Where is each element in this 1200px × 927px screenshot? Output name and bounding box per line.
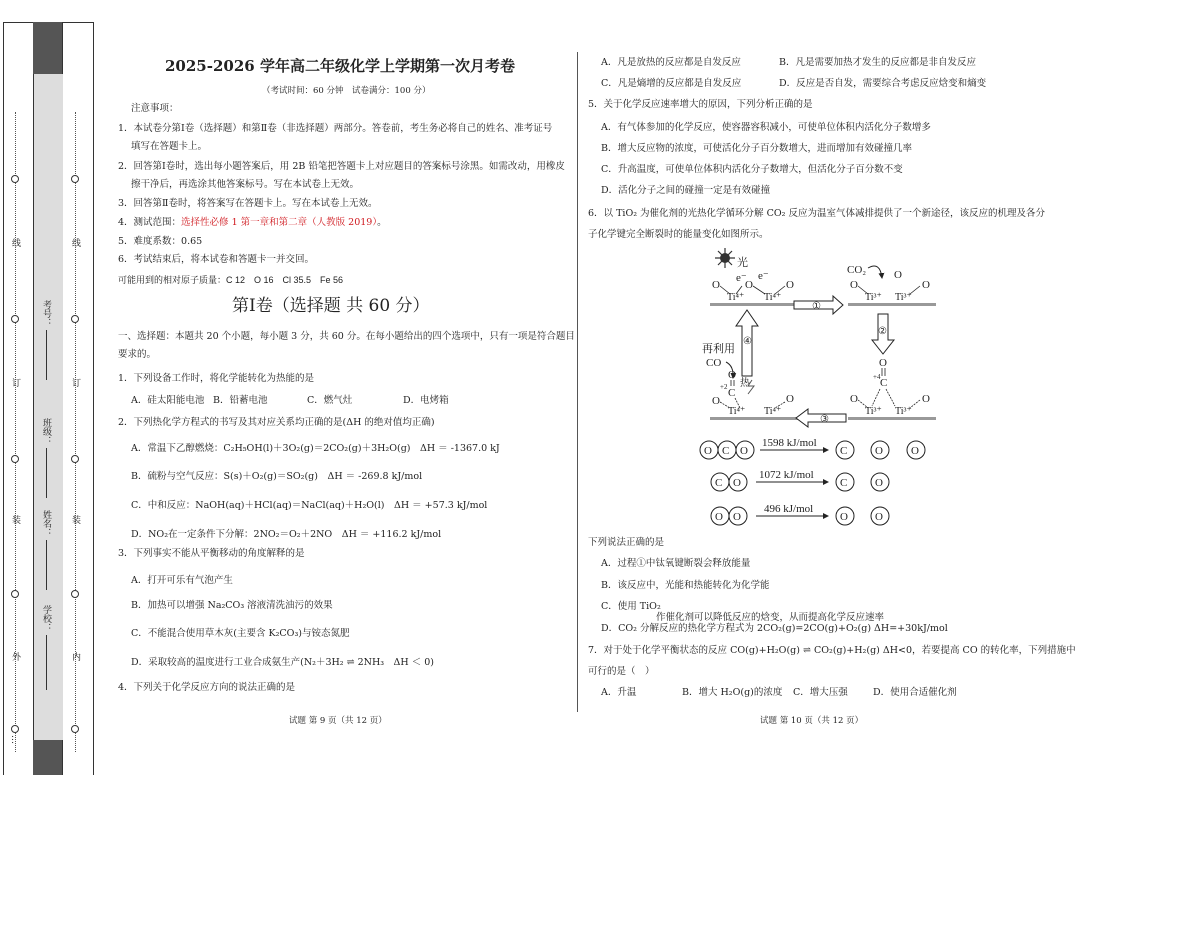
q2-option-c[interactable]: C．中和反应：NaOH(aq)＋HCl(aq)＝NaCl(aq)＋H₂O(l) ΔH ＝ +57.3 kJ/mol <box>131 500 488 511</box>
hole-circle <box>71 590 79 598</box>
carbon-ox-4: +4 <box>873 373 881 381</box>
hole-circle <box>11 315 19 323</box>
hole-circle <box>71 725 79 733</box>
atom-c: C <box>715 477 723 489</box>
q1-option-c[interactable]: C．燃气灶 <box>307 395 353 406</box>
q4-option-d[interactable]: D．反应是否自发，需要综合考虑反应焓变和熵变 <box>779 78 987 89</box>
electron-label-2: e⁻ <box>758 270 769 282</box>
carbon-ox-2: +2 <box>720 383 728 391</box>
sun-icon <box>715 248 735 268</box>
section-intro-1: 一、选择题：本题共 20 个小题，每小题 3 分，共 60 分。在每小题给出的四个选项中，只有一项是符合题目 <box>118 331 575 342</box>
margin-dark-block-bottom <box>33 740 62 775</box>
q4-option-a[interactable]: A．凡是放热的反应都是自发反应 <box>601 57 741 68</box>
atom-o: O <box>733 477 741 489</box>
energy-co: 1072 kJ/mol <box>759 469 814 481</box>
atom-o: O <box>875 445 883 457</box>
step-3-label: ③ <box>820 414 829 425</box>
hole-circle <box>11 455 19 463</box>
step-1-arrow <box>794 296 843 314</box>
question-7-line1: 7．对于处于化学平衡状态的反应 CO(g)+H₂O(g) ⇌ CO₂(g)+H₂(g) ΔH<0，若要提高 CO 的转化率，下列措施中 <box>588 645 1076 656</box>
question-2: 2．下列热化学方程式的书写及其对应关系均正确的是(ΔH 的绝对值均正确) <box>118 417 435 428</box>
question-7-line2: 可行的是（ ） <box>588 666 655 677</box>
ion-ti3: Ti³⁺ <box>895 292 912 303</box>
step-4-arrow <box>736 310 758 376</box>
atom-o: O <box>840 511 848 523</box>
step-4-label: ④ <box>743 336 752 347</box>
q6-option-c-part2[interactable]: 作催化剂可以降低反应的焓变，从而提高化学反应速率 <box>656 612 885 623</box>
atom-o: O <box>875 477 883 489</box>
exam-title: 2025-2026 学年高二年级化学上学期第一次月考卷 <box>165 57 515 75</box>
section-intro-2: 要求的。 <box>118 349 157 360</box>
hole-circle <box>11 725 19 733</box>
atom-o: O <box>786 279 794 291</box>
margin-word-xian-inner: 线 <box>70 238 80 247</box>
margin-word-zhuang-inner: 装 <box>70 515 80 524</box>
step-3-arrow <box>796 409 846 427</box>
q7-option-d[interactable]: D．使用合适催化剂 <box>873 687 957 698</box>
atom-o: O <box>922 279 930 291</box>
margin-border-left <box>3 22 4 775</box>
notice-4 <box>118 217 387 229</box>
q3-option-d[interactable]: D．采取较高的温度进行工业合成氨生产(N₂＋3H₂ ⇌ 2NH₃ ΔH ＜ 0) <box>131 657 434 668</box>
atom-c: C <box>840 445 848 457</box>
q5-option-b[interactable]: B．增大反应物的浓度，可使活化分子百分数增大，进而增加有效碰撞几率 <box>601 143 912 154</box>
q4-option-c[interactable]: C．凡是熵增的反应都是自发反应 <box>601 78 742 89</box>
step-2-arrow <box>872 314 894 354</box>
column-divider <box>577 52 578 712</box>
right-page-footer: 试题 第 10 页（共 12 页） <box>760 716 864 726</box>
notice-3: 3．回答第Ⅱ卷时，将答案写在答题卡上。写在本试卷上无效。 <box>118 198 378 209</box>
ion-ti3: Ti³⁺ <box>865 406 882 417</box>
energy-row-co <box>711 469 889 491</box>
electron-label-1: e⁻ <box>736 272 747 284</box>
atom-o: O <box>911 445 919 457</box>
field-blank-exam-number[interactable] <box>46 330 47 380</box>
q4-option-b[interactable]: B．凡是需要加热才发生的反应都是非自发反应 <box>779 57 976 68</box>
step-2-label: ② <box>878 326 887 337</box>
q6-option-a[interactable]: A．过程①中钛氧键断裂会释放能量 <box>601 558 751 569</box>
field-blank-name[interactable] <box>46 540 47 590</box>
margin-ellipsis: … <box>9 735 19 744</box>
atom-o: O <box>740 445 748 457</box>
atom-o: O <box>875 511 883 523</box>
margin-dark-block-top <box>33 22 62 74</box>
q6-option-b[interactable]: B．该反应中，光能和热能转化为化学能 <box>601 580 770 591</box>
atom-o: O <box>894 269 902 281</box>
reuse-label: 再利用 <box>702 343 735 355</box>
margin-gray-strip <box>33 74 63 740</box>
atom-c: C <box>722 445 730 457</box>
q2-option-d[interactable]: D．NO₂在一定条件下分解：2NO₂＝O₂＋2NO ΔH ＝ +116.2 kJ/mol <box>131 529 442 540</box>
energy-row-co2 <box>700 437 925 459</box>
q7-option-b[interactable]: B．增大 H₂O(g)的浓度 <box>682 687 783 698</box>
atom-o: O <box>850 279 858 291</box>
q6-option-c-part1[interactable]: C．使用 TiO₂ <box>601 601 661 612</box>
q5-option-a[interactable]: A．有气体参加的化学反应，使容器容积减小，可使单位体积内活化分子数增多 <box>601 122 931 133</box>
question-6-line2: 子化学键完全断裂时的能量变化如图所示。 <box>588 229 769 240</box>
mechanism-diagram <box>690 246 950 536</box>
energy-o2: 496 kJ/mol <box>764 503 814 515</box>
energy-co2: 1598 kJ/mol <box>762 437 817 449</box>
q1-option-b[interactable]: B．铅蓄电池 <box>213 395 268 406</box>
field-label-class: 班级： <box>41 418 51 445</box>
exam-subtitle: （考试时间：60 分钟 试卷满分：100 分） <box>262 86 431 96</box>
q5-option-c[interactable]: C．升高温度，可使单位体积内活化分子数增大，但活化分子百分数不变 <box>601 164 903 175</box>
margin-border-right <box>93 22 94 775</box>
atom-o: O <box>879 357 887 369</box>
q3-option-a[interactable]: A．打开可乐有气泡产生 <box>131 575 233 586</box>
field-label-school: 学校： <box>41 605 51 632</box>
q6-prompt: 下列说法正确的是 <box>588 537 665 548</box>
field-blank-class[interactable] <box>46 448 47 498</box>
energy-row-o2 <box>711 503 889 525</box>
q1-option-a[interactable]: A．硅太阳能电池 <box>131 395 205 406</box>
q3-option-b[interactable]: B．加热可以增强 Na₂CO₃ 溶液清洗油污的效果 <box>131 600 333 611</box>
notice-4-end: 。 <box>377 217 387 228</box>
q3-option-c[interactable]: C．不能混合使用草木灰(主要含 K₂CO₃)与铵态氮肥 <box>131 628 350 639</box>
field-blank-school[interactable] <box>46 635 47 690</box>
reuse-co-label: CO <box>706 357 722 369</box>
binding-margin <box>0 0 96 775</box>
field-label-exam-number: 考号： <box>41 300 51 327</box>
notice-2b: 擦干净后，再选涂其他答案标号。写在本试卷上无效。 <box>131 179 360 190</box>
test-scope: 选择性必修 1 第一章和第二章（人教版 2019） <box>181 217 378 228</box>
ion-ti4: Ti⁴⁺ <box>728 406 746 417</box>
atom-o: O <box>733 511 741 523</box>
q5-option-d[interactable]: D．活化分子之间的碰撞一定是有效碰撞 <box>601 185 771 196</box>
margin-word-ding: 订 <box>10 378 20 387</box>
heat-label: 热 <box>740 378 750 389</box>
margin-word-ding-inner: 订 <box>70 378 80 387</box>
ion-ti3: Ti³⁺ <box>865 292 882 303</box>
atom-c: C <box>840 477 848 489</box>
notice-4-prefix: 4．测试范围： <box>118 217 182 228</box>
catalyst-surface <box>710 417 798 420</box>
atom-o: O <box>922 393 930 405</box>
question-4: 4．下列关于化学反应方向的说法正确的是 <box>118 682 296 693</box>
question-1: 1．下列设备工作时，将化学能转化为热能的是 <box>118 373 315 384</box>
q1-option-d[interactable]: D．电烤箱 <box>403 395 449 406</box>
atom-c: C <box>880 377 888 389</box>
margin-word-xian: 线 <box>10 238 20 247</box>
q2-option-a[interactable]: A．常温下乙醇燃烧：C₂H₅OH(l)＋3O₂(g)＝2CO₂(g)＋3H₂O(g) ΔH ＝ -1367.0 kJ <box>131 443 500 454</box>
step-1-label: ① <box>812 301 821 312</box>
hole-circle <box>11 175 19 183</box>
notice-1a: 1．本试卷分第Ⅰ卷（选择题）和第Ⅱ卷（非选择题）两部分。答卷前，考生务必将自己的姓名、准考证号 <box>118 123 553 134</box>
field-label-name: 姓名： <box>41 510 51 537</box>
question-5: 5．关于化学反应速率增大的原因，下列分析正确的是 <box>588 99 813 110</box>
margin-word-zhuang: 装 <box>10 515 20 524</box>
ion-ti4: Ti⁴⁺ <box>764 292 782 303</box>
q6-option-d[interactable]: D．CO₂ 分解反应的热化学方程式为 2CO₂(g)=2CO(g)+O₂(g) ΔH=+30kJ/mol <box>601 623 948 634</box>
atom-o: O <box>745 279 753 291</box>
notice-5: 5．难度系数：0.65 <box>118 236 203 247</box>
hole-circle <box>71 175 79 183</box>
atom-o: O <box>728 369 736 381</box>
catalyst-surface <box>710 303 798 306</box>
q7-option-a[interactable]: A．升温 <box>601 687 637 698</box>
hole-circle <box>71 315 79 323</box>
co2-label: CO₂ <box>847 264 867 276</box>
atom-o: O <box>715 511 723 523</box>
light-label: 光 <box>737 257 748 269</box>
atomic-masses: 可能用到的相对原子质量：C 12 O 16 Cl 35.5 Fe 56 <box>118 275 344 285</box>
atom-o: O <box>850 393 858 405</box>
atom-o: O <box>712 395 720 407</box>
q2-option-b[interactable]: B．硫粉与空气反应：S(s)＋O₂(g)＝SO₂(g) ΔH ＝ -269.8 kJ/mol <box>131 471 423 482</box>
section-title: 第Ⅰ卷（选择题 共 60 分） <box>232 296 430 316</box>
ion-ti4: Ti⁴⁺ <box>727 292 745 303</box>
left-page-footer: 试题 第 9 页（共 12 页） <box>289 716 387 726</box>
hole-circle <box>11 590 19 598</box>
hole-circle <box>71 455 79 463</box>
atom-c: C <box>728 387 736 399</box>
notice-heading: 注意事项： <box>131 103 179 114</box>
margin-word-wai: 外 <box>10 652 20 661</box>
catalyst-surface <box>848 417 936 420</box>
q7-option-c[interactable]: C．增大压强 <box>793 687 848 698</box>
notice-2a: 2．回答第Ⅰ卷时，选出每小题答案后，用 2B 铅笔把答题卡上对应题目的答案标号涂黑。如需改动，用橡皮 <box>118 161 565 172</box>
atom-o: O <box>786 393 794 405</box>
margin-word-nei: 内 <box>70 652 80 661</box>
notice-6: 6．考试结束后，将本试卷和答题卡一并交回。 <box>118 254 315 265</box>
atom-o: O <box>704 445 712 457</box>
catalyst-surface <box>848 303 936 306</box>
notice-1b: 填写在答题卡上。 <box>131 141 208 152</box>
ion-ti3: Ti³⁺ <box>895 406 912 417</box>
question-6-line1: 6．以 TiO₂ 为催化剂的光热化学循环分解 CO₂ 反应为温室气体减排提供了一个新途径，该反应的机理及各分 <box>588 208 1045 219</box>
question-3: 3．下列事实不能从平衡移动的角度解释的是 <box>118 548 305 559</box>
atom-o: O <box>712 279 720 291</box>
ion-ti4: Ti⁴⁺ <box>764 406 782 417</box>
